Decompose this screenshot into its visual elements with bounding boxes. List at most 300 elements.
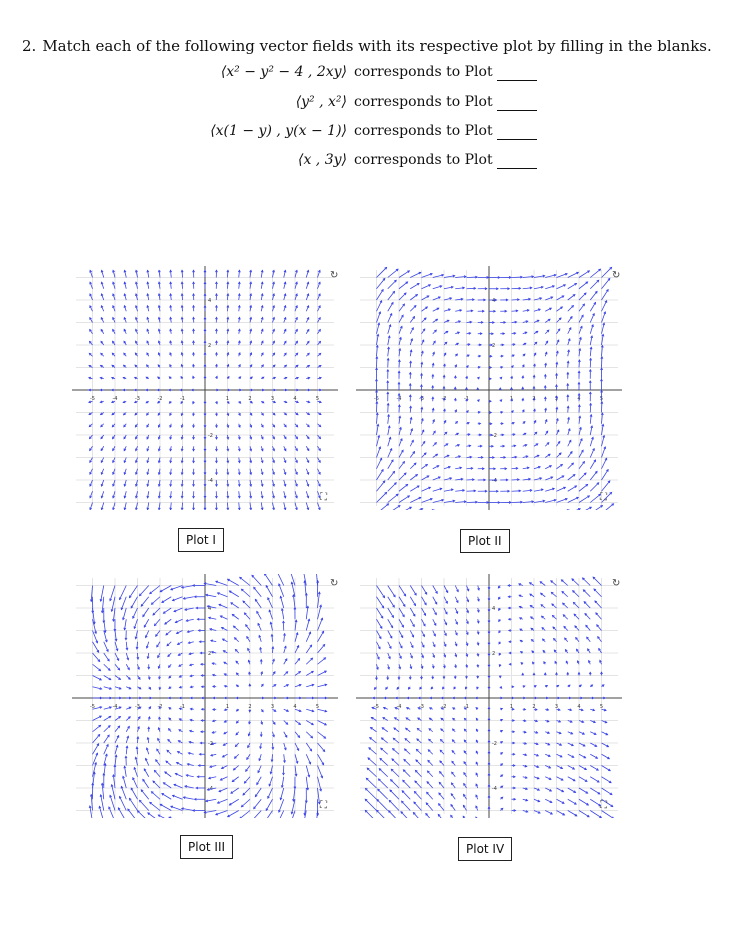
vector-arrow: [104, 726, 110, 732]
axis-tick-label: -4: [492, 786, 497, 792]
vector-arrow: [166, 631, 171, 635]
vector-arrow: [151, 597, 160, 605]
vector-arrow: [422, 296, 429, 300]
vector-arrow: [254, 799, 262, 808]
vector-arrow: [377, 290, 384, 300]
vector-arrow: [557, 318, 562, 323]
vector-arrow: [573, 602, 579, 608]
vector-arrow: [160, 586, 171, 592]
vector-arrow: [229, 591, 238, 597]
vector-arrow: [151, 792, 160, 800]
axis-tick-label: -5: [90, 704, 95, 710]
vector-arrow: [392, 759, 399, 766]
vector-arrow: [295, 658, 300, 664]
vector-arrow: [93, 734, 100, 743]
axis-tick-label: 5: [599, 704, 604, 710]
fullscreen-icon[interactable]: ⛶: [600, 492, 607, 503]
vector-arrow: [594, 589, 602, 597]
vector-arrow: [246, 625, 250, 631]
vector-arrow: [244, 777, 250, 783]
axis-tick-label: -3: [135, 704, 140, 710]
axis-tick-label: 4: [293, 396, 297, 402]
vector-arrow: [388, 597, 395, 607]
vector-arrow: [144, 769, 148, 777]
vector-arrow: [573, 591, 579, 597]
corresponds-text: corresponds to Plot: [354, 64, 493, 80]
vector-arrow: [433, 586, 437, 594]
answer-blank[interactable]: [497, 168, 537, 169]
vector-arrow: [551, 581, 557, 586]
plot-panel-1: [72, 266, 338, 510]
vector-arrow: [93, 664, 101, 670]
vector-arrow: [410, 306, 416, 312]
vector-arrow: [568, 463, 574, 469]
vector-arrow: [217, 799, 227, 803]
vector-arrow: [602, 301, 607, 312]
vector-arrow: [562, 591, 568, 596]
vector-arrow: [590, 777, 599, 782]
vector-arrow: [138, 811, 149, 818]
vector-arrow: [590, 788, 600, 794]
vector-arrow: [451, 805, 455, 811]
vector-arrow: [568, 283, 577, 288]
match-row: [0, 64, 740, 88]
fullscreen-icon[interactable]: ⛶: [320, 800, 327, 811]
vector-arrow: [377, 631, 381, 639]
vector-arrow: [120, 796, 127, 810]
vector-arrow: [399, 293, 406, 300]
vector-arrow: [579, 766, 586, 770]
vector-arrow: [399, 462, 405, 469]
vector-arrow: [241, 589, 250, 597]
vector-arrow: [403, 780, 411, 788]
vector-arrow: [586, 625, 590, 630]
vector-arrow: [388, 291, 395, 300]
vector-arrow: [391, 769, 399, 777]
fullscreen-icon[interactable]: ⛶: [600, 800, 607, 811]
plot-label: Plot I: [178, 528, 224, 552]
vector-arrow: [410, 619, 414, 626]
plot-label: Plot III: [180, 835, 233, 859]
vector-arrow: [252, 811, 261, 819]
vector-arrow: [318, 732, 326, 738]
vector-arrow: [93, 653, 100, 662]
axis-tick-label: -1: [180, 704, 185, 710]
vector-arrow: [388, 302, 393, 311]
refresh-icon[interactable]: ↻: [612, 270, 621, 281]
vector-arrow: [439, 782, 444, 788]
vector-arrow: [590, 460, 595, 469]
vector-arrow: [377, 301, 382, 312]
vector-arrow: [156, 760, 160, 766]
match-row: [0, 123, 740, 147]
vector-arrow: [410, 497, 421, 502]
vector-arrow: [377, 470, 384, 480]
vector-arrow: [368, 758, 376, 766]
vector-arrow: [590, 449, 594, 458]
vector-arrow: [365, 810, 376, 818]
vector-arrow: [579, 315, 583, 322]
vector-arrow: [557, 799, 565, 803]
axis-tick-label: 2: [532, 396, 536, 402]
vector-arrow: [590, 302, 595, 311]
axis-tick-label: -4: [396, 396, 402, 402]
vector-arrow: [377, 799, 388, 810]
vector-arrow: [595, 601, 602, 608]
vector-arrow: [579, 271, 589, 278]
vector-arrow: [602, 470, 609, 480]
vector-arrow: [104, 716, 111, 720]
plot-panel-2: [356, 266, 622, 510]
vector-arrow: [232, 614, 239, 619]
corresponds-text: corresponds to Plot: [354, 94, 493, 110]
vector-arrow: [399, 282, 408, 289]
vector-arrow: [602, 290, 609, 300]
vector-arrow: [306, 721, 313, 725]
vector-arrow: [410, 317, 414, 323]
axis-tick-label: 4: [577, 704, 581, 710]
vector-arrow: [377, 586, 385, 598]
vector-arrow: [228, 579, 239, 585]
vector-arrow: [306, 766, 309, 777]
vector-arrow: [388, 619, 393, 627]
vector-arrow: [602, 504, 614, 510]
axis-tick-label: 4: [208, 298, 212, 304]
answer-blank[interactable]: [497, 139, 537, 140]
vector-field: ⟨x , 3y⟩: [298, 152, 347, 168]
vector-arrow: [243, 601, 250, 608]
vector-arrow: [104, 745, 108, 755]
vector-arrow: [231, 603, 239, 608]
axis-tick-label: 5: [315, 704, 320, 710]
vector-arrow: [377, 810, 388, 818]
vector-arrow: [377, 492, 387, 502]
vector-arrow: [557, 476, 564, 480]
vector-arrow: [365, 788, 376, 799]
vector-arrow: [391, 780, 399, 788]
vector-arrow: [388, 494, 398, 502]
vector-arrow: [264, 811, 272, 819]
vector-arrow: [115, 726, 120, 732]
vector-arrow: [318, 766, 323, 778]
vector-arrow: [318, 743, 325, 752]
vector-arrow: [133, 608, 138, 618]
vector-arrow: [399, 507, 411, 510]
vector-arrow: [433, 597, 437, 604]
vector-arrow: [410, 474, 417, 480]
plot-label: Plot II: [460, 529, 510, 553]
vector-arrow: [416, 760, 422, 766]
axis-tick-label: -3: [135, 396, 140, 402]
vector-arrow: [579, 496, 589, 503]
vector-arrow: [568, 486, 577, 491]
vector-arrow: [367, 768, 376, 777]
vector-arrow: [590, 494, 600, 502]
arrow-head: [476, 817, 478, 818]
vector-arrow: [410, 608, 415, 616]
vector-arrow: [399, 315, 403, 322]
vector-arrow: [426, 803, 433, 811]
vector-arrow: [422, 274, 433, 278]
vector-arrow: [144, 619, 148, 627]
vector-arrow: [160, 804, 171, 810]
vector-arrow: [306, 632, 310, 642]
axis-tick-label: -2: [208, 433, 213, 439]
axis-tick-label: 2: [208, 651, 212, 657]
vector-arrow: [563, 603, 568, 608]
plot-label: Plot IV: [458, 837, 512, 861]
vector-arrow: [404, 759, 410, 765]
vector-arrow: [141, 790, 149, 799]
vector-arrow: [252, 575, 261, 585]
answer-blank[interactable]: [497, 110, 537, 111]
vector-arrow: [316, 574, 317, 586]
vector-arrow: [388, 280, 397, 289]
vector-arrow: [579, 462, 585, 469]
vector-arrow: [233, 766, 238, 770]
vector-arrow: [388, 506, 400, 510]
vector-arrow: [318, 754, 324, 764]
vector-arrow: [388, 269, 398, 277]
vector-arrow: [139, 586, 148, 596]
vector-arrow: [590, 280, 599, 289]
vector-arrow: [602, 777, 612, 783]
vector-arrow: [377, 312, 381, 323]
refresh-icon[interactable]: ↻: [330, 270, 339, 281]
axis-tick-label: 4: [293, 704, 297, 710]
vector-arrow: [602, 312, 606, 323]
vector-arrow: [579, 799, 588, 805]
vector-arrow: [579, 811, 589, 817]
vector-arrow: [590, 314, 594, 323]
refresh-icon[interactable]: ↻: [612, 578, 621, 589]
vector-arrow: [266, 586, 272, 597]
axis-tick-label: -5: [374, 704, 379, 710]
vector-arrow: [579, 304, 585, 311]
vector-arrow: [405, 739, 410, 743]
vector-arrow: [380, 758, 388, 765]
vector-arrow: [393, 738, 399, 743]
vector-arrow: [216, 811, 228, 815]
vector-arrow: [414, 802, 422, 810]
vector-arrow: [318, 644, 325, 653]
vector-arrow: [579, 473, 586, 480]
vector-arrow: [104, 735, 109, 743]
vector-arrow: [590, 269, 600, 277]
vector-arrow: [557, 274, 568, 278]
axis-tick-label: 1: [225, 704, 230, 710]
axis-tick-label: -5: [374, 396, 379, 402]
axis-tick-label: -2: [492, 741, 497, 747]
vector-arrow: [568, 811, 577, 816]
vector-arrow: [377, 504, 389, 510]
vector-arrow: [143, 779, 149, 788]
vector-arrow: [579, 507, 591, 510]
vector-arrow: [389, 800, 399, 810]
axis-tick-label: 2: [248, 704, 252, 710]
axis-tick-label: 4: [208, 606, 212, 612]
vector-arrow: [268, 598, 273, 608]
axis-tick-label: -5: [90, 396, 95, 402]
vector-arrow: [422, 487, 431, 491]
vector-arrow: [590, 766, 598, 771]
vector-arrow: [422, 307, 428, 311]
vector-arrow: [388, 471, 395, 480]
vector-arrow: [422, 464, 428, 468]
vector-arrow: [579, 450, 583, 457]
vector-field: ⟨x² − y² − 4 , 2xy⟩: [220, 64, 347, 80]
vector-arrow: [118, 808, 126, 818]
vector-arrow: [217, 593, 227, 597]
vector-arrow: [257, 611, 261, 619]
vector-arrow: [388, 449, 392, 458]
vector-arrow: [410, 597, 415, 606]
vector-arrow: [568, 317, 572, 323]
vector-arrow: [399, 608, 404, 617]
question: [22, 37, 712, 55]
vector-arrow: [602, 811, 614, 819]
vector-arrow: [557, 296, 564, 300]
vector-arrow: [415, 770, 421, 776]
answer-blank[interactable]: [497, 80, 537, 81]
vector-arrow: [602, 788, 612, 795]
axis-tick-label: 2: [208, 343, 212, 349]
vector-arrow: [422, 453, 427, 458]
vector-arrow: [593, 577, 601, 585]
vector-arrow: [254, 587, 262, 596]
vector-arrow: [602, 278, 610, 288]
vector-arrow: [377, 458, 382, 469]
vector-arrow: [590, 483, 599, 492]
vector-arrow: [579, 788, 588, 793]
vector-arrow: [399, 450, 403, 457]
axis-tick-label: 5: [315, 396, 320, 402]
vector-arrow: [590, 471, 597, 480]
plot-panel-3: [72, 574, 338, 818]
vector-arrow: [228, 811, 239, 817]
vector-arrow: [377, 447, 381, 458]
vector-arrow: [388, 314, 392, 323]
vector-arrow: [399, 473, 406, 480]
vector-arrow: [399, 484, 408, 491]
axis-tick-label: 1: [509, 396, 514, 402]
question-number: 2.: [22, 37, 37, 55]
vector-arrow: [306, 743, 311, 751]
vector-arrow: [216, 581, 228, 585]
axis-tick-label: -4: [492, 478, 497, 484]
vector-arrow: [399, 586, 406, 596]
vector-arrow: [231, 788, 239, 793]
vector-arrow: [306, 645, 311, 653]
axis-tick-label: -2: [208, 741, 213, 747]
vector-arrow: [153, 781, 160, 788]
vector-arrow: [579, 484, 588, 491]
vector-arrow: [439, 804, 444, 811]
vector-arrow: [388, 631, 392, 639]
vector-arrow: [579, 282, 588, 289]
vector-plot: [356, 574, 622, 818]
vector-arrow: [388, 608, 394, 617]
vector-arrow: [370, 738, 377, 743]
vector-arrow: [371, 727, 377, 731]
vector-arrow: [378, 789, 388, 799]
vector-arrow: [399, 271, 409, 278]
vector-arrow: [165, 619, 172, 624]
vector-arrow: [365, 799, 376, 810]
vector-arrow: [277, 574, 284, 586]
plot-panel-4: [356, 574, 622, 818]
fullscreen-icon[interactable]: ⛶: [320, 492, 327, 503]
vector-arrow: [388, 460, 393, 469]
vector-arrow: [295, 732, 300, 738]
vector-arrow: [377, 267, 387, 277]
axis-tick-label: -2: [157, 396, 163, 402]
axis-tick-label: 2: [532, 704, 536, 710]
axis-tick-label: -4: [208, 786, 213, 792]
vector-arrow: [166, 761, 171, 765]
vector-arrow: [377, 278, 385, 288]
axis-tick-label: 2: [248, 396, 252, 402]
vector-arrow: [115, 664, 120, 670]
vector-arrow: [388, 483, 397, 492]
vector-arrow: [602, 766, 611, 771]
vector-arrow: [264, 574, 272, 586]
vector-arrow: [257, 777, 261, 785]
vector-arrow: [596, 613, 602, 619]
vector-arrow: [255, 788, 261, 797]
vector-arrow: [241, 799, 250, 807]
vector-arrow: [568, 272, 579, 277]
axis-tick-label: 1: [225, 396, 230, 402]
refresh-icon[interactable]: ↻: [330, 578, 339, 589]
vector-arrow: [318, 658, 326, 664]
axis-tick-label: -4: [396, 704, 402, 710]
vector-arrow: [255, 599, 261, 608]
axis-tick-label: -3: [419, 396, 424, 402]
vector-arrow: [422, 285, 431, 289]
vector-arrow: [162, 793, 171, 799]
vector-arrow: [318, 618, 323, 630]
axis-tick-label: 3: [270, 396, 275, 402]
vector-arrow: [422, 586, 427, 595]
vector-arrow: [399, 496, 409, 503]
axis-tick-label: 5: [599, 396, 604, 402]
vector-arrow: [379, 769, 388, 777]
vector-arrow: [422, 608, 426, 615]
vector-arrow: [557, 811, 565, 815]
vector-arrow: [404, 749, 410, 754]
vector-arrow: [597, 625, 602, 631]
vector-arrow: [318, 777, 322, 791]
vector-arrow: [129, 586, 137, 598]
vector-plot: [72, 266, 338, 510]
vector-arrow: [401, 812, 410, 818]
axis-tick-label: -2: [441, 396, 447, 402]
vector-arrow: [123, 776, 126, 788]
vector-arrow: [410, 586, 416, 596]
vector-arrow: [104, 664, 110, 670]
vector-arrow: [590, 506, 602, 510]
vector-arrow: [410, 486, 419, 491]
vector-arrow: [131, 597, 137, 608]
vector-plot: [72, 574, 338, 818]
vector-arrow: [557, 487, 566, 491]
vector-arrow: [568, 777, 575, 781]
vector-plot: [356, 266, 622, 510]
vector-arrow: [422, 597, 427, 605]
vector-arrow: [150, 802, 160, 810]
vector-arrow: [306, 732, 312, 738]
